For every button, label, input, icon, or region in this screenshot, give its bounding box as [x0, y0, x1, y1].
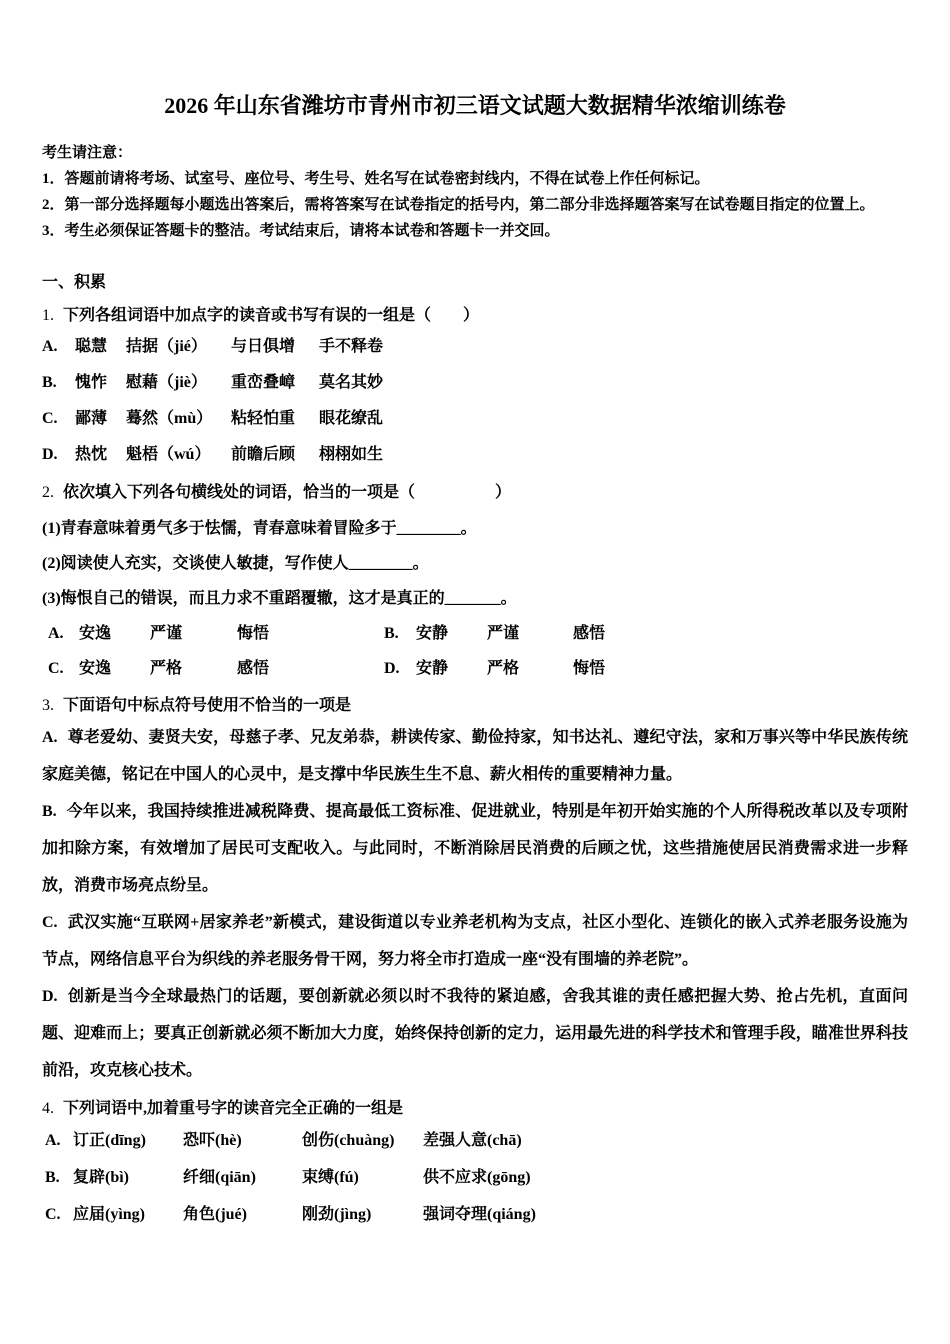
clause: (1)青春意味着勇气多于怯懦，青春意味着冒险多于________。: [42, 520, 477, 537]
question-3-option-d: [42, 978, 908, 1089]
question-2-clauses: [42, 511, 908, 616]
question-2-options-row-1: [42, 616, 908, 651]
option-text: 尊老爱幼、妻贤夫安，母慈子孝、兄友弟恭，耕读传家、勤俭持家，知书达礼、遵纪守法，家和万事兴等中华民族传统家庭美德，铭记在中国人的心灵中，是支撑中华民族生生不息、薪火相传的重要精神力量。: [42, 729, 908, 783]
question-4: [42, 1096, 908, 1233]
option-item: 刚劲(jìng): [302, 1206, 372, 1223]
option-item: 纤细(qiān): [183, 1169, 256, 1186]
option-item: 手不释卷: [319, 338, 384, 355]
option-item: 感悟: [573, 625, 606, 642]
question-1-option-a: [42, 329, 908, 365]
option-item: 热忱: [75, 446, 108, 463]
option-item: 悔悟: [237, 625, 270, 642]
question-3-option-a: [42, 719, 908, 793]
question-1: [42, 303, 908, 473]
option-text: 今年以来，我国持续推进减税降费、提高最低工资标准、促进就业，特别是年初开始实施的个人所得税改革以及专项附加扣除方案，有效增加了居民可支配收入。与此同时，不断消除居民消费的后顾之忧，这些措施使居民消费需求进一步释放，消费市场亮点纷呈。: [42, 803, 908, 894]
option-label: C.: [42, 914, 58, 931]
option-label: C.: [45, 1206, 61, 1223]
option-label: A.: [48, 625, 64, 642]
option-label: D.: [42, 988, 58, 1005]
option-item: 愧怍: [75, 374, 108, 391]
option-item: 束缚(fú): [302, 1169, 359, 1186]
question-3-option-c: [42, 904, 908, 978]
option-item: 聪慧: [75, 338, 108, 355]
option-item: 前瞻后顾: [231, 446, 296, 463]
option-label: C.: [42, 410, 58, 427]
question-1-option-c: [42, 401, 908, 437]
option-item: 角色(jué): [183, 1206, 247, 1223]
notice-item: 2．第一部分选择题每小题选出答案后，需将答案写在试卷指定的括号内，第二部分非选择题答案写在试卷题目指定的位置上。: [42, 197, 875, 213]
option-item: 恐吓(hè): [183, 1132, 242, 1149]
option-item: 魁梧（wú）: [126, 446, 211, 463]
option-item: 重峦叠嶂: [231, 374, 296, 391]
option-text: 创新是当今全球最热门的话题，要创新就必须以时不我待的紧迫感，舍我其谁的责任感把握大势、抢占先机，直面问题、迎难而上；要真正创新就必须不断加大力度，始终保持创新的定力，运用最先进的科学技术和管理手段，瞄准世界科技前沿，攻克核心技术。: [42, 988, 908, 1079]
notice-item: 3．考生必须保证答题卡的整洁。考试结束后，请将本试卷和答题卡一并交回。: [42, 223, 560, 239]
option-item: 严格: [487, 660, 520, 677]
option-text: 武汉实施“互联网+居家养老”新模式，建设街道以专业养老机构为支点，社区小型化、连锁化的嵌入式养老服务设施为节点，网络信息平台为织线的养老服务骨干网，努力将全市打造成一座“没有围墙的养老院”。: [42, 914, 908, 968]
option-item: 感悟: [237, 660, 270, 677]
question-2-options-row-2: [42, 651, 908, 686]
question-number: 3.: [42, 697, 54, 714]
option-item: 鄙薄: [75, 410, 108, 427]
question-text: 下列词语中,加着重号字的读音完全正确的一组是: [63, 1100, 404, 1117]
section-heading: 一、积累: [42, 274, 107, 291]
question-4-option-a: [42, 1122, 908, 1159]
question-2: [42, 480, 908, 686]
question-3-option-b: [42, 793, 908, 904]
option-label: A.: [42, 338, 58, 355]
option-item: 与日俱增: [231, 338, 296, 355]
notice-heading: 考生请注意：: [42, 145, 133, 161]
question-number: 4.: [42, 1100, 54, 1117]
option-item: 订正(dīng): [73, 1132, 146, 1149]
option-item: 粘轻怕重: [231, 410, 296, 427]
notice-item: 1．答题前请将考场、试室号、座位号、考生号、姓名写在试卷密封线内，不得在试卷上作任何标记。: [42, 171, 710, 187]
question-4-option-c: [42, 1196, 908, 1233]
option-item: 莫名其妙: [319, 374, 384, 391]
clause: (2)阅读使人充实，交谈使人敏捷，写作使人________。: [42, 555, 429, 572]
clause: (3)悔恨自己的错误，而且力求不重蹈覆辙，这才是真正的_______。: [42, 590, 517, 607]
question-1-option-d: [42, 437, 908, 473]
option-label: B.: [384, 625, 399, 642]
option-item: 供不应求(gōng): [423, 1169, 531, 1186]
question-2-stem: [42, 480, 908, 506]
notice-block: [42, 140, 908, 244]
question-number: 2.: [42, 484, 54, 501]
option-label: D.: [42, 446, 58, 463]
option-label: B.: [45, 1169, 60, 1186]
option-label: A.: [42, 729, 58, 746]
option-item: 复辟(bì): [73, 1169, 130, 1186]
question-1-option-b: [42, 365, 908, 401]
question-3-stem: [42, 693, 908, 719]
option-item: 严谨: [150, 625, 183, 642]
option-item: 严谨: [487, 625, 520, 642]
option-item: 应届(yìng): [73, 1206, 146, 1223]
option-label: B.: [42, 803, 57, 820]
question-4-stem: [42, 1096, 908, 1122]
option-label: C.: [48, 660, 64, 677]
option-item: 栩栩如生: [319, 446, 384, 463]
question-text: 下面语句中标点符号使用不恰当的一项是: [63, 697, 352, 714]
question-text: 依次填入下列各句横线处的词语，恰当的一项是（ ）: [63, 484, 512, 501]
question-1-stem: [42, 303, 908, 329]
option-label: A.: [45, 1132, 61, 1149]
question-4-option-b: [42, 1159, 908, 1196]
option-item: 创伤(chuàng): [302, 1132, 395, 1149]
option-item: 安逸: [79, 625, 112, 642]
option-label: B.: [42, 374, 57, 391]
option-item: 蓦然（mù）: [126, 410, 213, 427]
option-item: 安静: [416, 625, 449, 642]
question-number: 1.: [42, 307, 54, 324]
option-item: 严格: [150, 660, 183, 677]
option-item: 拮据（jié）: [126, 338, 207, 355]
option-item: 安逸: [79, 660, 112, 677]
option-item: 强词夺理(qiáng): [423, 1206, 536, 1223]
option-item: 安静: [416, 660, 449, 677]
question-text: 下列各组词语中加点字的读音或书写有误的一组是（ ）: [63, 307, 480, 324]
page-title: 2026 年山东省潍坊市青州市初三语文试题大数据精华浓缩训练卷: [164, 93, 786, 118]
option-item: 慰藉（jiè）: [126, 374, 207, 391]
option-item: 差强人意(chā): [423, 1132, 522, 1149]
option-item: 眼花缭乱: [319, 410, 384, 427]
option-label: D.: [384, 660, 400, 677]
option-item: 悔悟: [573, 660, 606, 677]
question-3: [42, 693, 908, 1089]
